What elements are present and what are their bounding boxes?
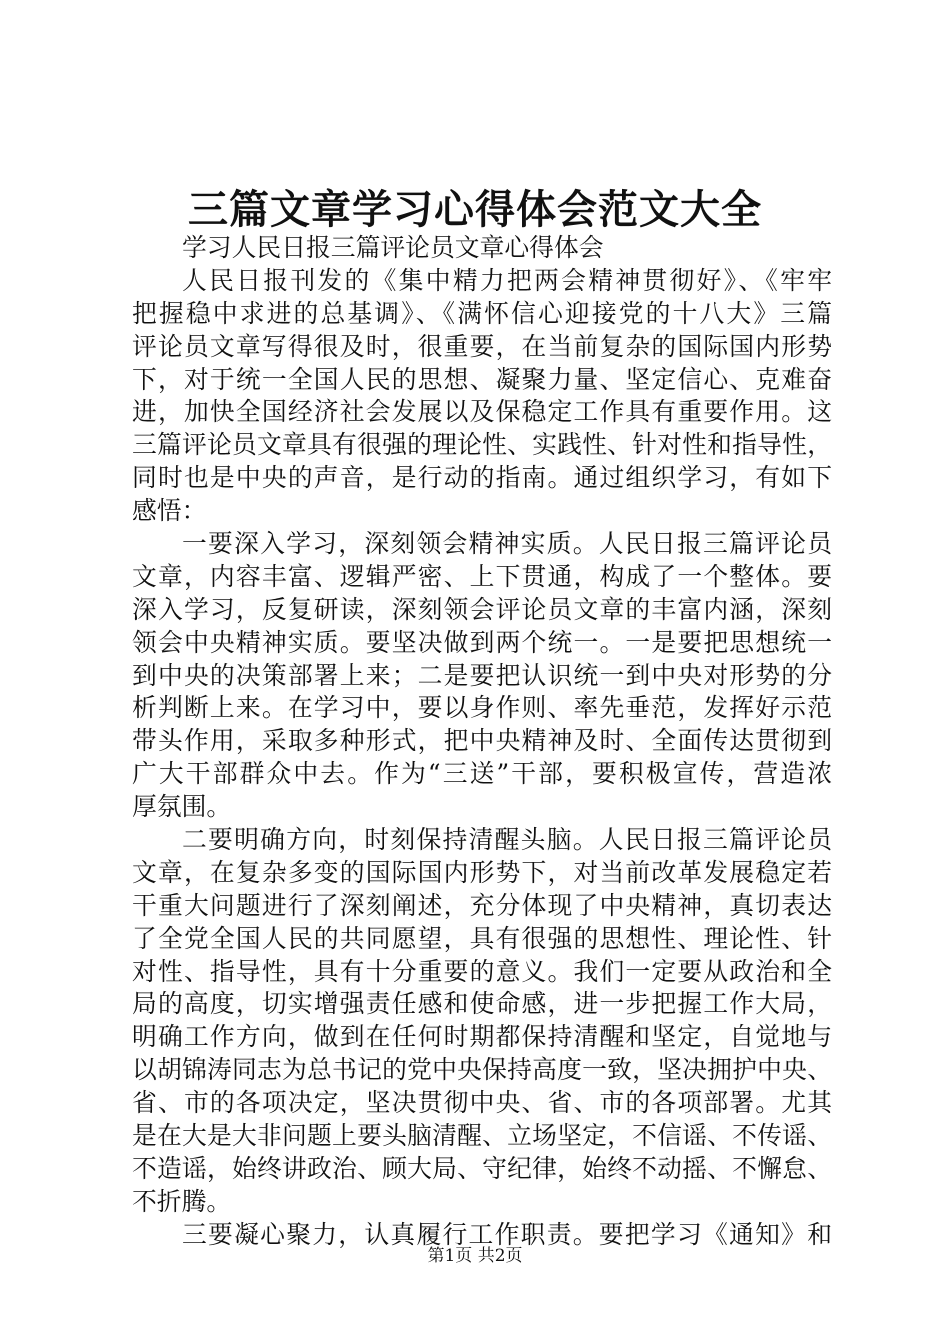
text-line: 不折腾。	[132, 1186, 232, 1216]
text-line: 二要明确方向，时刻保持清醒头脑。人民日报三篇评论员	[182, 825, 832, 855]
text-line: 了全党全国人民的共同愿望，具有很强的思想性、理论性、针	[132, 923, 832, 953]
text-line: 进，加快全国经济社会发展以及保稳定工作具有重要作用。这	[132, 397, 832, 427]
text-line: 到中央的决策部署上来；二是要把认识统一到中央对形势的分	[132, 660, 832, 690]
text-line: 三要凝心聚力，认真履行工作职责。要把学习《通知》和	[182, 1219, 832, 1249]
text-line: 文章，内容丰富、逻辑严密、上下贯通，构成了一个整体。要	[132, 561, 832, 591]
text-line: 以胡锦涛同志为总书记的党中央保持高度一致，坚决拥护中央、	[132, 1055, 832, 1085]
document-body	[132, 232, 832, 1252]
text-line: 对性、指导性，具有十分重要的意义。我们一定要从政治和全	[132, 956, 832, 986]
text-line: 文章，在复杂多变的国际国内形势下，对当前改革发展稳定若	[132, 857, 832, 887]
text-line: 带头作用，采取多种形式，把中央精神及时、全面传达贯彻到	[132, 726, 832, 756]
text-line: 是在大是大非问题上要头脑清醒、立场坚定，不信谣、不传谣、	[132, 1121, 832, 1151]
text-line: 不造谣，始终讲政治、顾大局、守纪律，始终不动摇、不懈怠、	[132, 1153, 832, 1183]
text-line: 下，对于统一全国人民的思想、凝聚力量、坚定信心、克难奋	[132, 364, 832, 394]
text-line: 一要深入学习，深刻领会精神实质。人民日报三篇评论员	[182, 529, 832, 559]
text-line: 省、市的各项决定，坚决贯彻中央、省、市的各项部署。尤其	[132, 1088, 832, 1118]
text-line: 三篇评论员文章具有很强的理论性、实践性、针对性和指导性，	[132, 430, 832, 460]
text-line: 感悟：	[132, 496, 207, 526]
text-line: 深入学习，反复研读，深刻领会评论员文章的丰富内涵，深刻	[132, 594, 832, 624]
text-line: 同时也是中央的声音，是行动的指南。通过组织学习，有如下	[132, 463, 832, 493]
text-line: 析判断上来。在学习中，要以身作则、率先垂范，发挥好示范	[132, 693, 832, 723]
text-line: 局的高度，切实增强责任感和使命感，进一步把握工作大局，	[132, 989, 832, 1019]
text-line: 领会中央精神实质。要坚决做到两个统一。一是要把思想统一	[132, 627, 832, 657]
text-line: 把握稳中求进的总基调》、《满怀信心迎接党的十八大》三篇	[132, 298, 832, 328]
text-line: 评论员文章写得很及时，很重要，在当前复杂的国际国内形势	[132, 331, 832, 361]
text-line: 明确工作方向，做到在任何时期都保持清醒和坚定，自觉地与	[132, 1022, 832, 1052]
text-line: 广大干部群众中去。作为“三送”干部，要积极宣传，营造浓	[132, 759, 832, 789]
text-line: 学习人民日报三篇评论员文章心得体会	[182, 233, 604, 262]
text-line: 厚氛围。	[132, 792, 232, 822]
page-footer: 第1页 共2页	[427, 1246, 523, 1266]
text-line: 人民日报刊发的《集中精力把两会精神贯彻好》、《牢牢	[182, 265, 832, 295]
text-line: 干重大问题进行了深刻阐述，充分体现了中央精神，真切表达	[132, 890, 832, 920]
document-title: 三篇文章学习心得体会范文大全	[188, 186, 762, 233]
